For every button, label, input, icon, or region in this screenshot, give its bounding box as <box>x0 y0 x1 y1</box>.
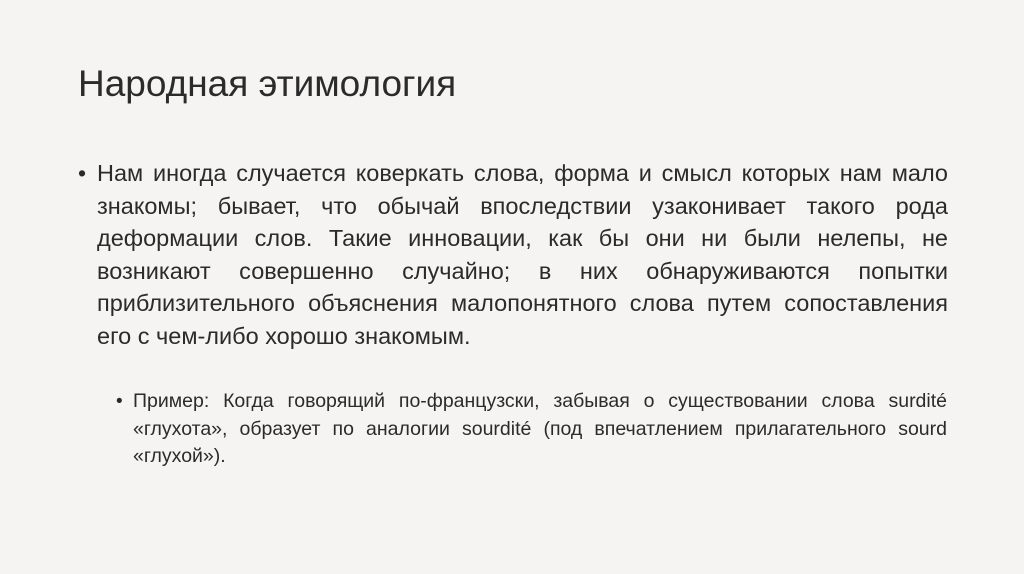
slide-title: Народная этимология <box>78 63 457 104</box>
bullet-text: Нам иногда случается коверкать слова, форма и смысл которых нам мало знакомы; бывает, что обычай впоследствии узаконивает такого рода деформации слов. Такие инновации, как бы они ни были нелепы, не возникают совершенно случайно; в них обнаруживаются попытки приблизительного объяснения малопонятного слова путем сопоставления его с чем-либо хорошо знакомым. <box>97 160 948 349</box>
bullet-item <box>78 157 948 352</box>
sub-bullet-item <box>116 388 947 471</box>
bullet-marker: • <box>78 160 87 186</box>
sub-bullet-text: Пример: Когда говорящий по-французски, забывая о существовании слова surdité «глухота», образует по аналогии sourdité (под впечатлением прилагательного sourd «глухой»). <box>133 390 947 467</box>
sub-bullet-marker: • <box>116 391 123 412</box>
